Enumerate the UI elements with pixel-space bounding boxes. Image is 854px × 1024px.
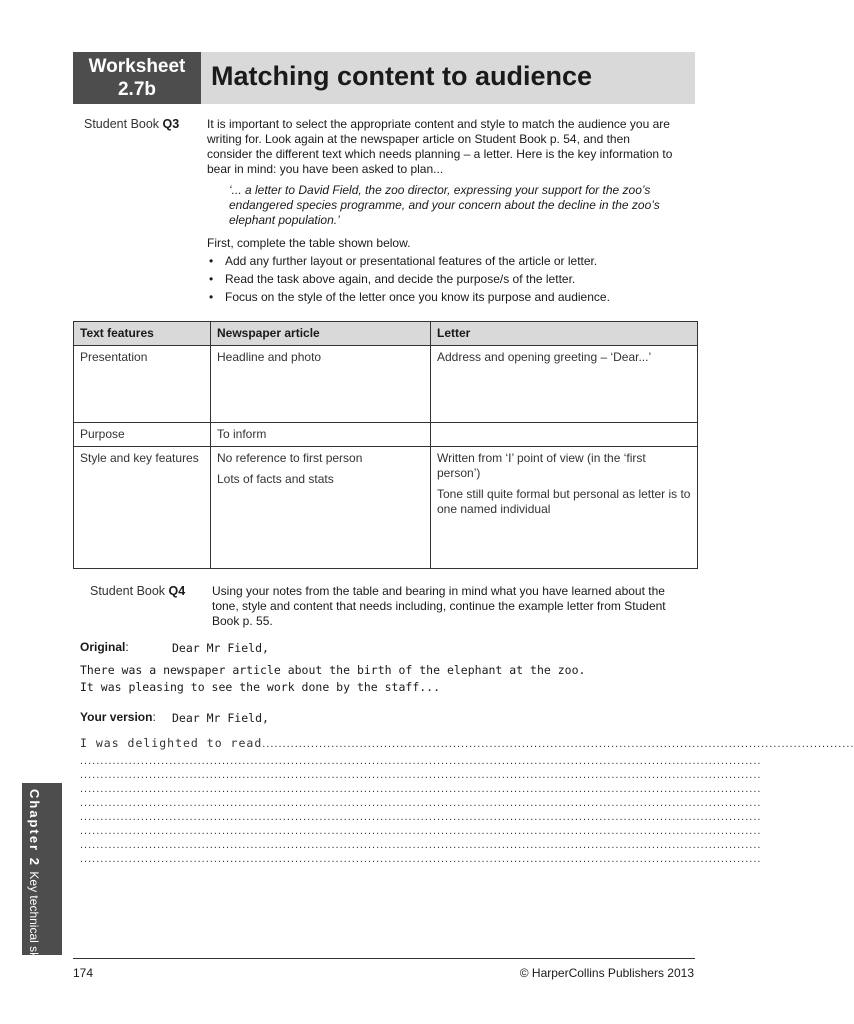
- worksheet-badge: [73, 52, 201, 104]
- chapter-tab: [22, 783, 62, 973]
- title-bar: [201, 52, 695, 104]
- table-cell-feature: Style and key features: [74, 447, 211, 569]
- q4-text: Using your notes from the table and bearing in mind what you have learned about the tone, style and content that needs including, continue the example letter from Student Book p. 55.: [212, 584, 666, 628]
- q3-intro-text: It is important to select the appropriate content and style to match the audience you are writing for. Look again at the newspaper article on Student Book p. 54, and then consider the different text which needs planning – a letter. Here is the key information to bear in mind: you have been asked to plan...: [207, 117, 673, 176]
- your-version-label: Your version:: [80, 710, 156, 724]
- page-title: Matching content to audience: [211, 61, 593, 91]
- writing-line[interactable]: ........................................................................................................................................................................: [80, 755, 762, 767]
- cell-line: Tone still quite formal but personal as letter is to one named individual: [437, 487, 691, 516]
- table-cell-letter[interactable]: [431, 447, 698, 569]
- q3-instruction: First, complete the table shown below.: [207, 236, 411, 250]
- worksheet-number: 2.7b: [117, 79, 157, 100]
- writing-line[interactable]: ........................................................................................................................................................................: [80, 769, 762, 781]
- q3-bullet-list: [207, 254, 677, 305]
- writing-line-1[interactable]: I was delighted to read..................................................................................................................................................: [80, 736, 854, 750]
- your-version-label-text: Your version: [80, 710, 153, 724]
- your-version-greeting: Dear Mr Field,: [172, 711, 269, 725]
- original-line-1: There was a newspaper article about the birth of the elephant at the zoo.: [80, 663, 586, 677]
- page-number: 174: [73, 966, 94, 980]
- table-cell-feature: Purpose: [74, 423, 211, 447]
- table-cell-article[interactable]: [211, 346, 431, 423]
- cell-line: To inform: [217, 427, 267, 441]
- writing-line[interactable]: ........................................................................................................................................................................: [80, 783, 762, 795]
- q4-label: [90, 584, 185, 598]
- table-cell-letter-empty[interactable]: [431, 423, 698, 447]
- writing-line[interactable]: ........................................................................................................................................................................: [80, 811, 762, 823]
- table-cell-letter[interactable]: [431, 346, 698, 423]
- writing-line[interactable]: ........................................................................................................................................................................: [80, 797, 762, 809]
- cell-line: Lots of facts and stats: [217, 472, 334, 486]
- column-header-letter: Letter: [431, 322, 698, 346]
- original-label-text: Original: [80, 640, 126, 654]
- your-version-start: I was delighted to read: [80, 736, 263, 750]
- footer-divider: [73, 958, 695, 959]
- writing-line[interactable]: ........................................................................................................................................................................: [80, 853, 762, 865]
- cell-line: Headline and photo: [217, 350, 322, 364]
- chapter-number: Chapter 2: [27, 789, 42, 867]
- chapter-subtitle: Key technical skills: [27, 871, 41, 973]
- original-line-2: It was pleasing to see the work done by the staff...: [80, 680, 441, 694]
- list-item: • Add any further layout or presentational features of the article or letter.: [207, 254, 677, 269]
- list-item: • Focus on the style of the letter once you know its purpose and audience.: [207, 290, 677, 305]
- table-cell-article[interactable]: [211, 423, 431, 447]
- writing-line[interactable]: ........................................................................................................................................................................: [80, 825, 762, 837]
- cell-line: Address and opening greeting – ‘Dear...’: [437, 350, 652, 364]
- list-item: • Read the task above again, and decide the purpose/s of the letter.: [207, 272, 677, 287]
- chapter-tab-text: [25, 789, 43, 972]
- original-label: Original:: [80, 640, 129, 654]
- cell-line: Written from ‘I’ point of view (in the ‘first person’): [437, 451, 646, 480]
- table-cell-article[interactable]: [211, 447, 431, 569]
- table-row: [74, 346, 698, 423]
- cell-line: No reference to first person: [217, 451, 363, 465]
- column-header-text-features: Text features: [74, 322, 211, 346]
- q3-label: [84, 117, 179, 131]
- table-header-row: [74, 322, 698, 346]
- q3-label-number: Q3: [162, 117, 180, 131]
- original-greeting: Dear Mr Field,: [172, 641, 269, 655]
- table-row: [74, 423, 698, 447]
- table-row: [74, 447, 698, 569]
- column-header-newspaper-article: Newspaper article: [211, 322, 431, 346]
- table-cell-feature: Presentation: [74, 346, 211, 423]
- q3-quote: ‘... a letter to David Field, the zoo director, expressing your support for the zoo’s endangered species programme, and your concern about the decline in the zoo’s elephant population.’: [229, 183, 660, 227]
- q4-label-number: Q4: [168, 584, 186, 598]
- worksheet-label: Worksheet: [88, 56, 186, 77]
- q3-intro: [207, 117, 677, 305]
- features-table: [73, 321, 698, 569]
- q3-label-prefix: Student Book: [84, 117, 160, 131]
- q4-label-prefix: Student Book: [90, 584, 166, 598]
- writing-line[interactable]: ........................................................................................................................................................................: [80, 839, 762, 851]
- copyright: © HarperCollins Publishers 2013: [519, 966, 694, 980]
